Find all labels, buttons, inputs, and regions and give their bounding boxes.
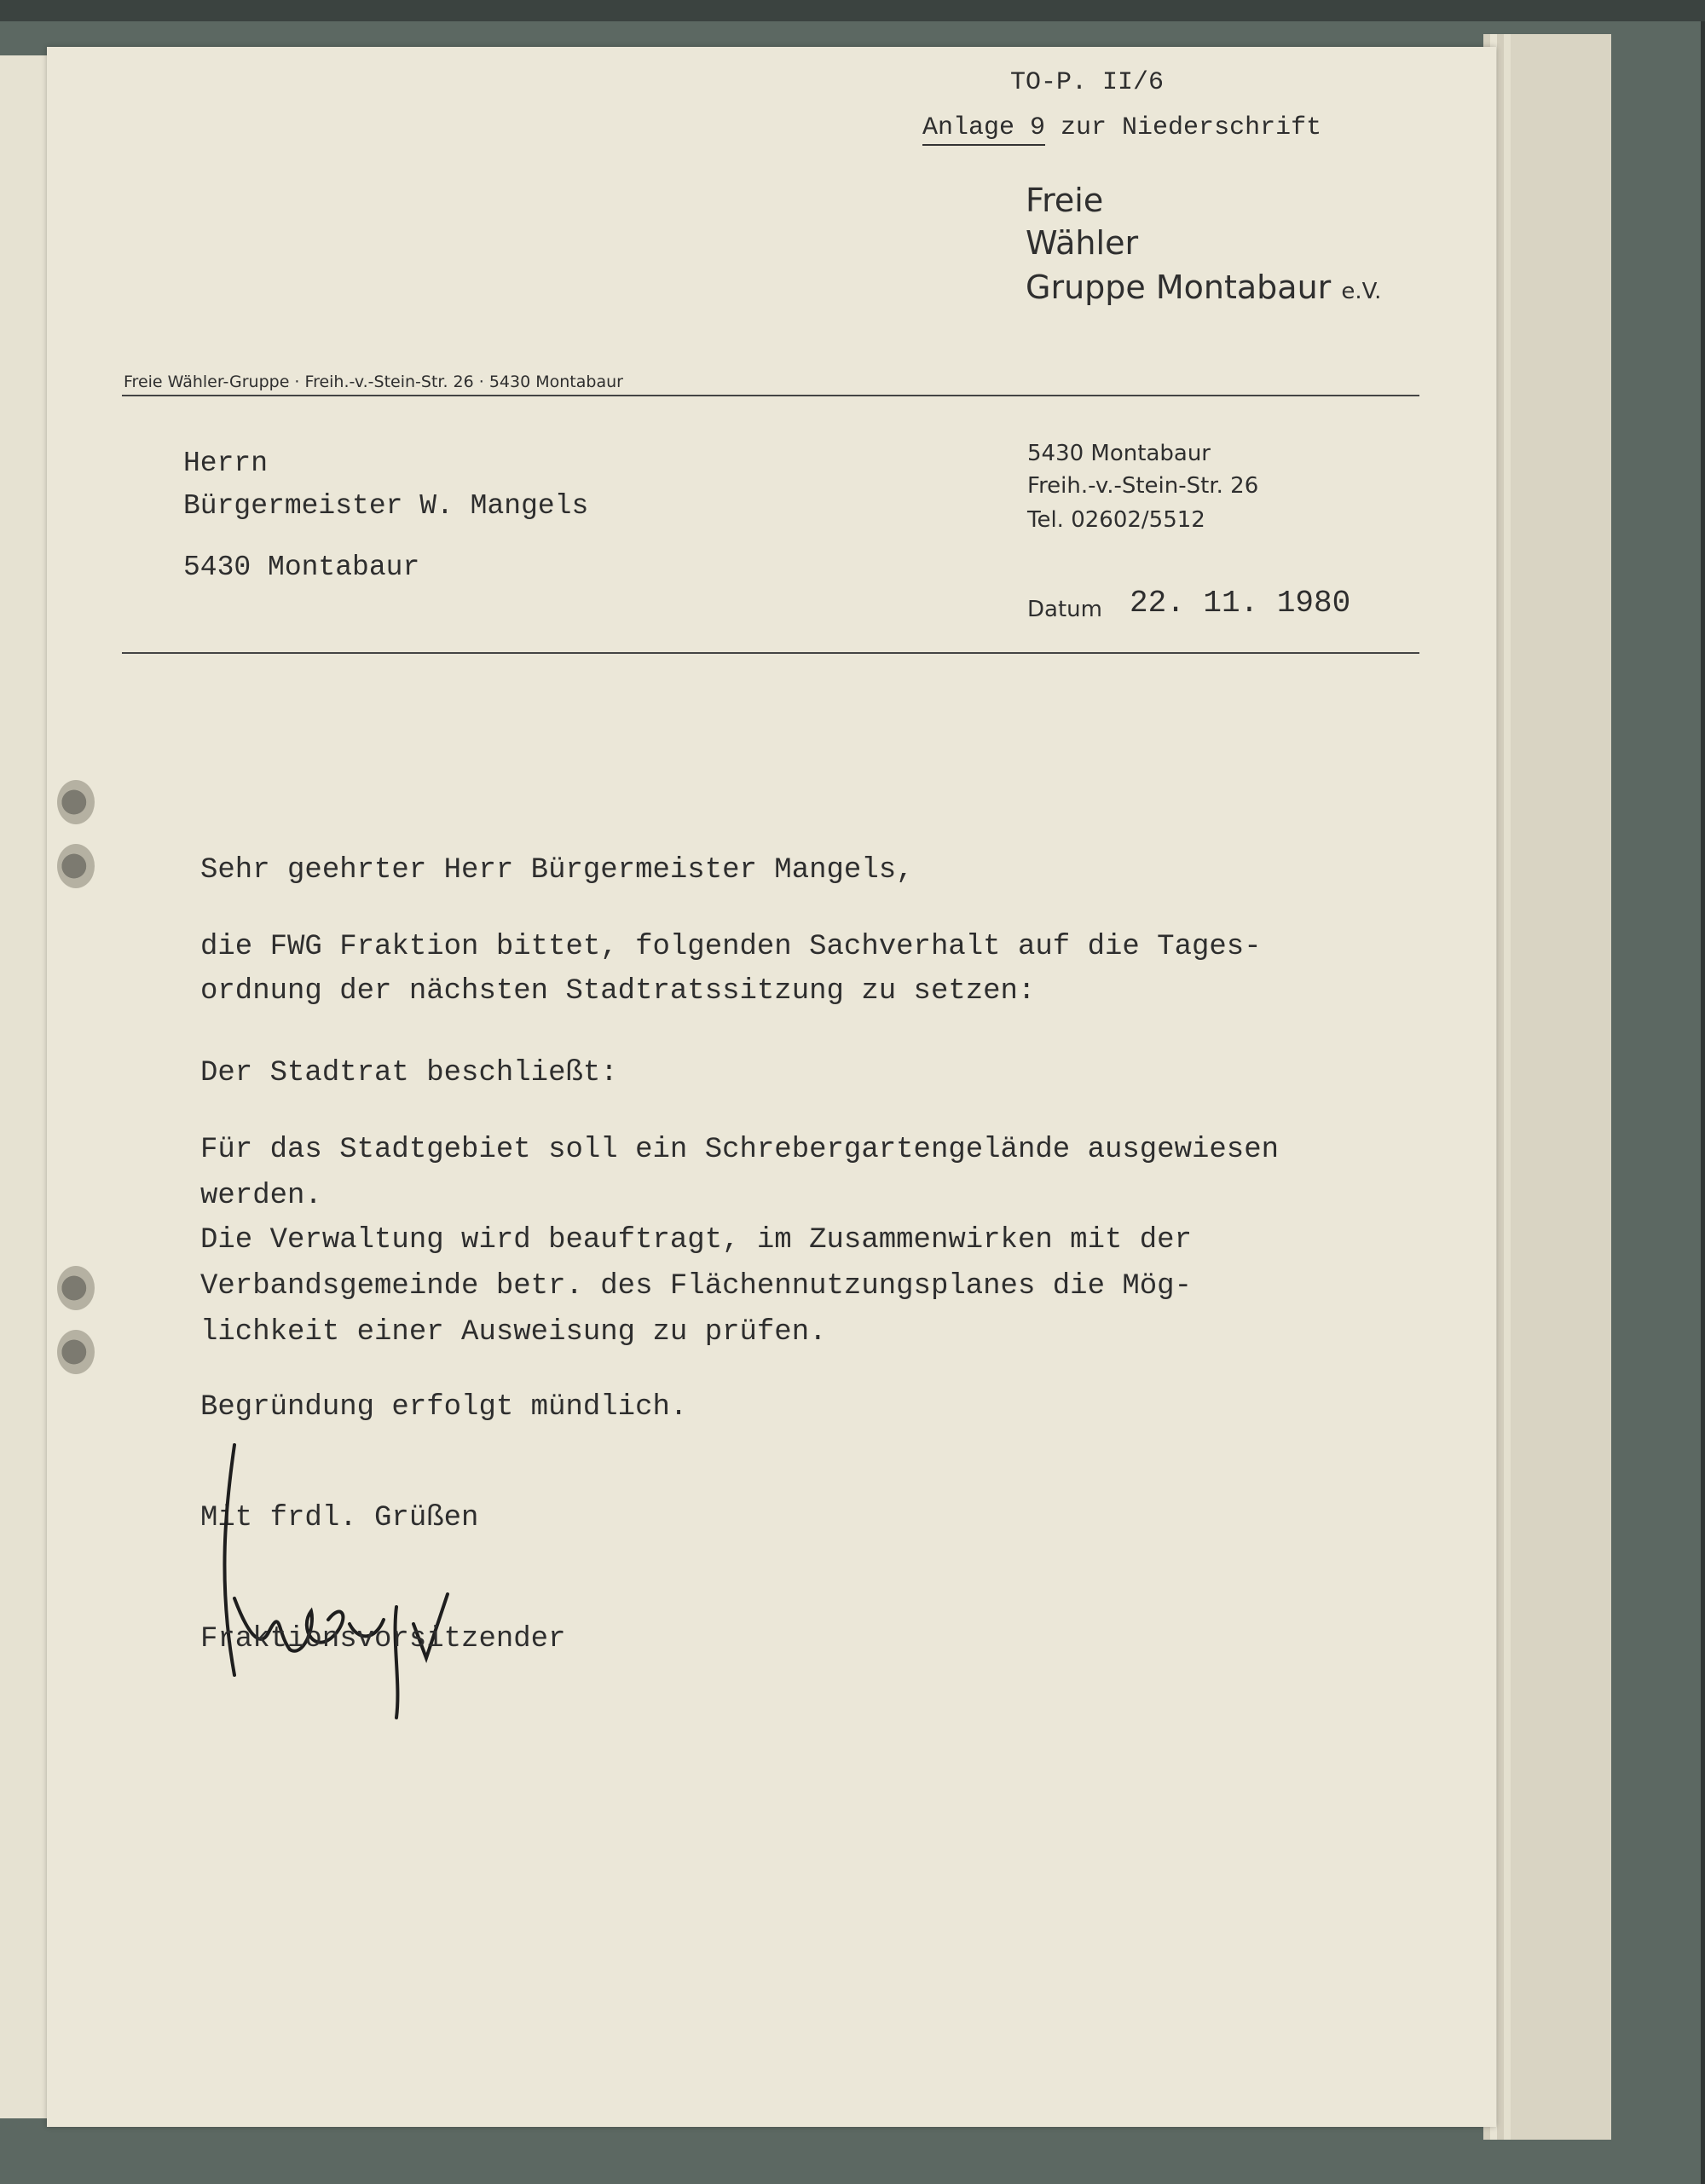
- address-rule: [122, 652, 1419, 654]
- sender-phone: Tel. 02602/5512: [1027, 507, 1205, 533]
- handwritten-signature: [200, 1428, 524, 1752]
- paper-stack-edge: [1483, 34, 1611, 2140]
- left-facing-page: [0, 55, 54, 2118]
- sender-street: Freih.-v.-Stein-Str. 26: [1027, 473, 1259, 499]
- punch-hole: [57, 1330, 95, 1374]
- punch-hole: [57, 780, 95, 824]
- resolution-line-4: Verbandsgemeinde betr. des Flächennutzungsplanes die Mög-: [200, 1270, 1192, 1303]
- annex-reference: [922, 113, 1321, 142]
- sender-return-line: Freie Wähler-Gruppe · Freih.-v.-Stein-Str. 26 · 5430 Montabaur: [124, 373, 623, 391]
- logo-line-freie: [1026, 182, 1103, 219]
- logo-text-gruppe: Gruppe Montabaur: [1026, 269, 1332, 306]
- annex-suffix: zur Niederschrift: [1045, 113, 1322, 142]
- header-rule: [122, 395, 1419, 396]
- reference-code: TO-P. II/6: [1010, 68, 1165, 97]
- annex-number: Anlage 9: [922, 113, 1045, 146]
- punch-hole: [57, 1266, 95, 1310]
- resolution-line-2: werden.: [200, 1180, 322, 1212]
- date-label: Datum: [1027, 597, 1102, 622]
- resolution-intro: Der Stadtrat beschließt:: [200, 1057, 618, 1089]
- greeting: Sehr geehrter Herr Bürgermeister Mangels,: [200, 854, 914, 887]
- request-line-1: die FWG Fraktion bittet, folgenden Sachverhalt auf die Tages-: [200, 931, 1262, 963]
- justification: Begründung erfolgt mündlich.: [200, 1391, 688, 1424]
- logo-suffix: e.V.: [1341, 279, 1382, 304]
- signatory-role: Fraktionsvorsitzender: [200, 1623, 566, 1655]
- resolution-line-1: Für das Stadtgebiet soll ein Schrebergartengelände ausgewiesen: [200, 1134, 1280, 1166]
- date-value: 22. 11. 1980: [1130, 586, 1351, 621]
- resolution-line-3: Die Verwaltung wird beauftragt, im Zusammenwirken mit der: [200, 1224, 1192, 1257]
- request-line-2: ordnung der nächsten Stadtratssitzung zu setzen:: [200, 975, 1036, 1008]
- logo-line-waehler: [1026, 224, 1138, 262]
- recipient-city: 5430 Montabaur: [183, 552, 420, 583]
- logo-text-waehler: Wähler: [1026, 224, 1139, 262]
- sender-city: 5430 Montabaur: [1027, 441, 1211, 466]
- binder-edge: [0, 0, 1705, 21]
- punch-hole: [57, 844, 95, 888]
- logo-text-freie: Freie: [1026, 182, 1104, 219]
- closing: Mit frdl. Grüßen: [200, 1502, 479, 1534]
- recipient-name: Bürgermeister W. Mangels: [183, 490, 589, 522]
- letter-page: [47, 47, 1496, 2127]
- logo-line-gruppe: [1026, 269, 1381, 306]
- recipient-salutation: Herrn: [183, 448, 269, 479]
- resolution-line-5: lichkeit einer Ausweisung zu prüfen.: [200, 1316, 827, 1349]
